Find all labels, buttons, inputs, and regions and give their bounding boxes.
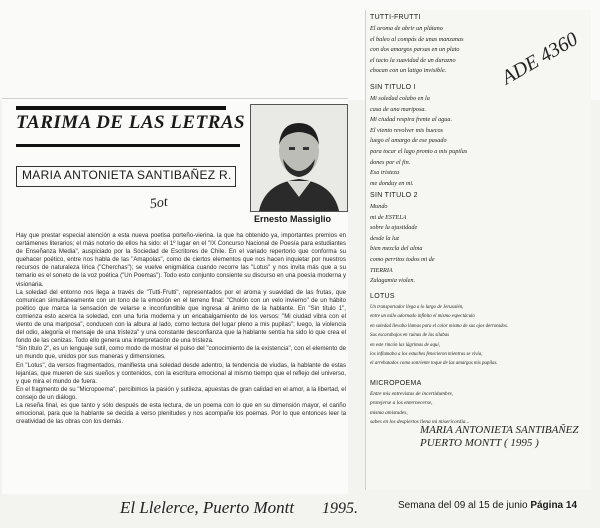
photo-caption: Ernesto Massiglio bbox=[254, 214, 332, 224]
signature-place-year: PUERTO MONTT ( 1995 ) bbox=[420, 437, 539, 449]
poem-line: chocan con un latigo invisible. bbox=[370, 67, 447, 75]
portrait-image bbox=[251, 105, 347, 211]
poem-line: casa de una mariposa. bbox=[370, 105, 427, 113]
poem-line: el arrebatados como sonriente toque de las amargas mis pupilas. bbox=[370, 361, 498, 367]
poem-line: Sus escarabajos en ruinas de las sílabas bbox=[370, 333, 450, 339]
poem-line: Zalagamia violen. bbox=[370, 277, 416, 285]
poem-line: entre un tallo adornado infinito el mismo espectáculo bbox=[370, 314, 475, 320]
poem-line: Esa tristeza bbox=[370, 169, 400, 177]
footer-week: Semana del 09 al 15 de junio bbox=[398, 500, 531, 511]
poem-micropoema bbox=[370, 390, 580, 428]
title-rule-bottom bbox=[16, 144, 240, 147]
poem-line: desde la luz bbox=[370, 234, 400, 242]
poem-line: Entre mis entrevistas de incertidumbre, bbox=[370, 391, 454, 397]
poem-line: en este rincón las lágrimas de aquí, bbox=[370, 342, 440, 348]
poem-line: los inflamaba a los estuches fenecieron mientras se vivía, bbox=[370, 352, 483, 358]
poem-line: Un transportador llega a lo largo de Jerusalén, bbox=[370, 305, 464, 310]
article-paragraph: La reseña final, es que tanto y sólo después de esta lectura, de un poema con lo que en su dimensión mayor, el cariño emocional, para que la hablante se decida a verso plenitudes y nos acompañe los poemas. Por lo que entonces leer la creatividad de las obras con los demás. bbox=[16, 401, 346, 426]
author-photo bbox=[250, 104, 348, 212]
signature-name: MARIA ANTONIETA SANTIBAÑEZ bbox=[420, 424, 579, 436]
footer-page: Página 14 bbox=[530, 500, 578, 511]
poem-line: en soledad llevaba llamas para el color mismo de sus ojos derrotados. bbox=[370, 323, 509, 329]
poem-line: dones por el fin. bbox=[370, 158, 411, 166]
poem-line: con dos amargos parsas en un plato bbox=[370, 46, 460, 54]
section-title: TARIMA DE LAS LETRAS bbox=[16, 112, 246, 133]
poem-title-sin-titulo-2: SIN TITULO 2 bbox=[370, 192, 418, 199]
article-body bbox=[16, 232, 346, 426]
poem-line: El aroma de abrir un plátano bbox=[370, 25, 443, 32]
poem-sin-titulo-1 bbox=[370, 94, 580, 189]
poem-line: sobre la ajustidade bbox=[370, 224, 418, 232]
poem-line: protejerse a los enternecerse, bbox=[370, 400, 433, 407]
page-footer bbox=[398, 500, 577, 511]
poem-line: para tocar el lago pronto a mis pupilas bbox=[370, 147, 468, 155]
title-rule-top bbox=[16, 106, 226, 110]
archive-mark: ADE 4360 bbox=[498, 28, 582, 90]
poem-line: Mi soledad colabo en la bbox=[370, 95, 430, 102]
article-paragraph: Hay que prestar especial atención a esta nueva poetisa porteño-vierina. la que ha obtenido ya, importantes premios en certámenes literarios; el más notorio de ellos ha sido: el 1º lugar en el "IX Concurso Nacional de Poesía para estudiantes de Enseñanza Media", auspiciado por la Sociedad de Escritores de Chile. En el variado repertorio que conforma su quehacer poético, entre nos habla de las "Amapolas", como de ciertos elementos que nos hacen inquietar por nuestros recursos de naturaleza lírica ("Cherchas"); se vuelve enigmática cuando recorre las "Lotus" y nos invita más que a su temario es el soneto de la voz poética ("Un Poemas"). Todo esto conjunto consiente su discurso en una poesía moderna y visionaria. bbox=[16, 232, 346, 288]
article-paragraph: La soledad del entorno nos llega a través de "Tutti-Frutti", representados por el aroma y suavidad de las frutas, que comunican simultáneamente con un tono de la emoción en el terreno final: "Cholón con un velo invierno" de un hábito poético que marca la sensación de velarse e inconfundible que ingresa al ánimo de la hablante. En "Sin título 1", comienza esto acerca la soledad, con una furia moderna y un encabalgamiento de los versos: "Mi ciudad vibra con el viento de una mariposa", conducen con la albura al lado, como lectura del lugar pleno a mis pupilas"; luego, la violencia del odio, alegoría el mensaje de una tristeza" y una constante desconfianza que la hablante sentía ha sido lo que crea el fondo de las cenizas. Todo ello genera una interpretación de una tristeza. bbox=[16, 288, 346, 345]
poem-line: el baleo al compás de unas manzanas bbox=[370, 35, 464, 43]
poem-line: Mi ciudad respira frente al agua. bbox=[370, 116, 453, 124]
poem-line: Mundo bbox=[370, 203, 388, 210]
poem-line: como perritos todos mi de bbox=[370, 255, 435, 263]
poem-line: mi de ESTELA bbox=[370, 213, 407, 221]
poem-line: el tacto la suavidad de un durazno bbox=[370, 56, 456, 64]
article-paragraph: En el fragmento de su "Micropoema", percibimos la pasión y sutileza, apuestas de gran calidad en el amor, a la libertad, el consejo de un diálogo. bbox=[16, 385, 346, 401]
article-paragraph: En "Lotus", da versos fragmentados, manifiesta una soledad desde adentro, la tendencia de viudas, la hablante de estas lejanías, que mueren de sus sueños y contenidos, con la escritura emocional al mismo tiempo que el reflejo del universo, y que mira el mundo de fuera. bbox=[16, 361, 346, 385]
handwritten-year: 1995. bbox=[322, 500, 358, 517]
poem-title-tutti-frutti: TUTTI-FRUTTI bbox=[370, 14, 421, 21]
poem-title-micropoema: MICROPOEMA bbox=[370, 380, 422, 387]
poem-line: TIERRIA bbox=[370, 266, 393, 274]
poem-line: luego el amargo de ese pasado bbox=[370, 137, 447, 145]
author-name: MARIA ANTONIETA SANTIBAÑEZ R. bbox=[22, 168, 232, 182]
poem-line: bien mezcla del alma bbox=[370, 245, 423, 253]
poem-line: El viento revolver mis huecos bbox=[370, 126, 443, 134]
poem-line: me donduy en mi. bbox=[370, 179, 414, 187]
article-paragraph: "Sin título 2", es un lenguaje sutil, como modo de mostrar el pulso del "conocimiento de la existencia", con el elemento de un mundo que, unidos por sus maneras y dimensiones. bbox=[16, 345, 346, 361]
handwritten-margin-mark: 5ot bbox=[148, 194, 169, 213]
poem-line: sabes en los despiertos llena mi misericordia... bbox=[370, 419, 470, 426]
poem-title-lotus: LOTUS bbox=[370, 293, 395, 300]
poem-title-sin-titulo-1: SIN TITULO I bbox=[370, 84, 416, 91]
handwritten-signature bbox=[420, 424, 579, 450]
poem-sin-titulo-2 bbox=[370, 202, 580, 287]
handwritten-source: El Llelerce, Puerto Montt bbox=[120, 498, 295, 517]
poem-lotus bbox=[370, 303, 580, 369]
poem-line: misma amistades, bbox=[370, 409, 408, 416]
